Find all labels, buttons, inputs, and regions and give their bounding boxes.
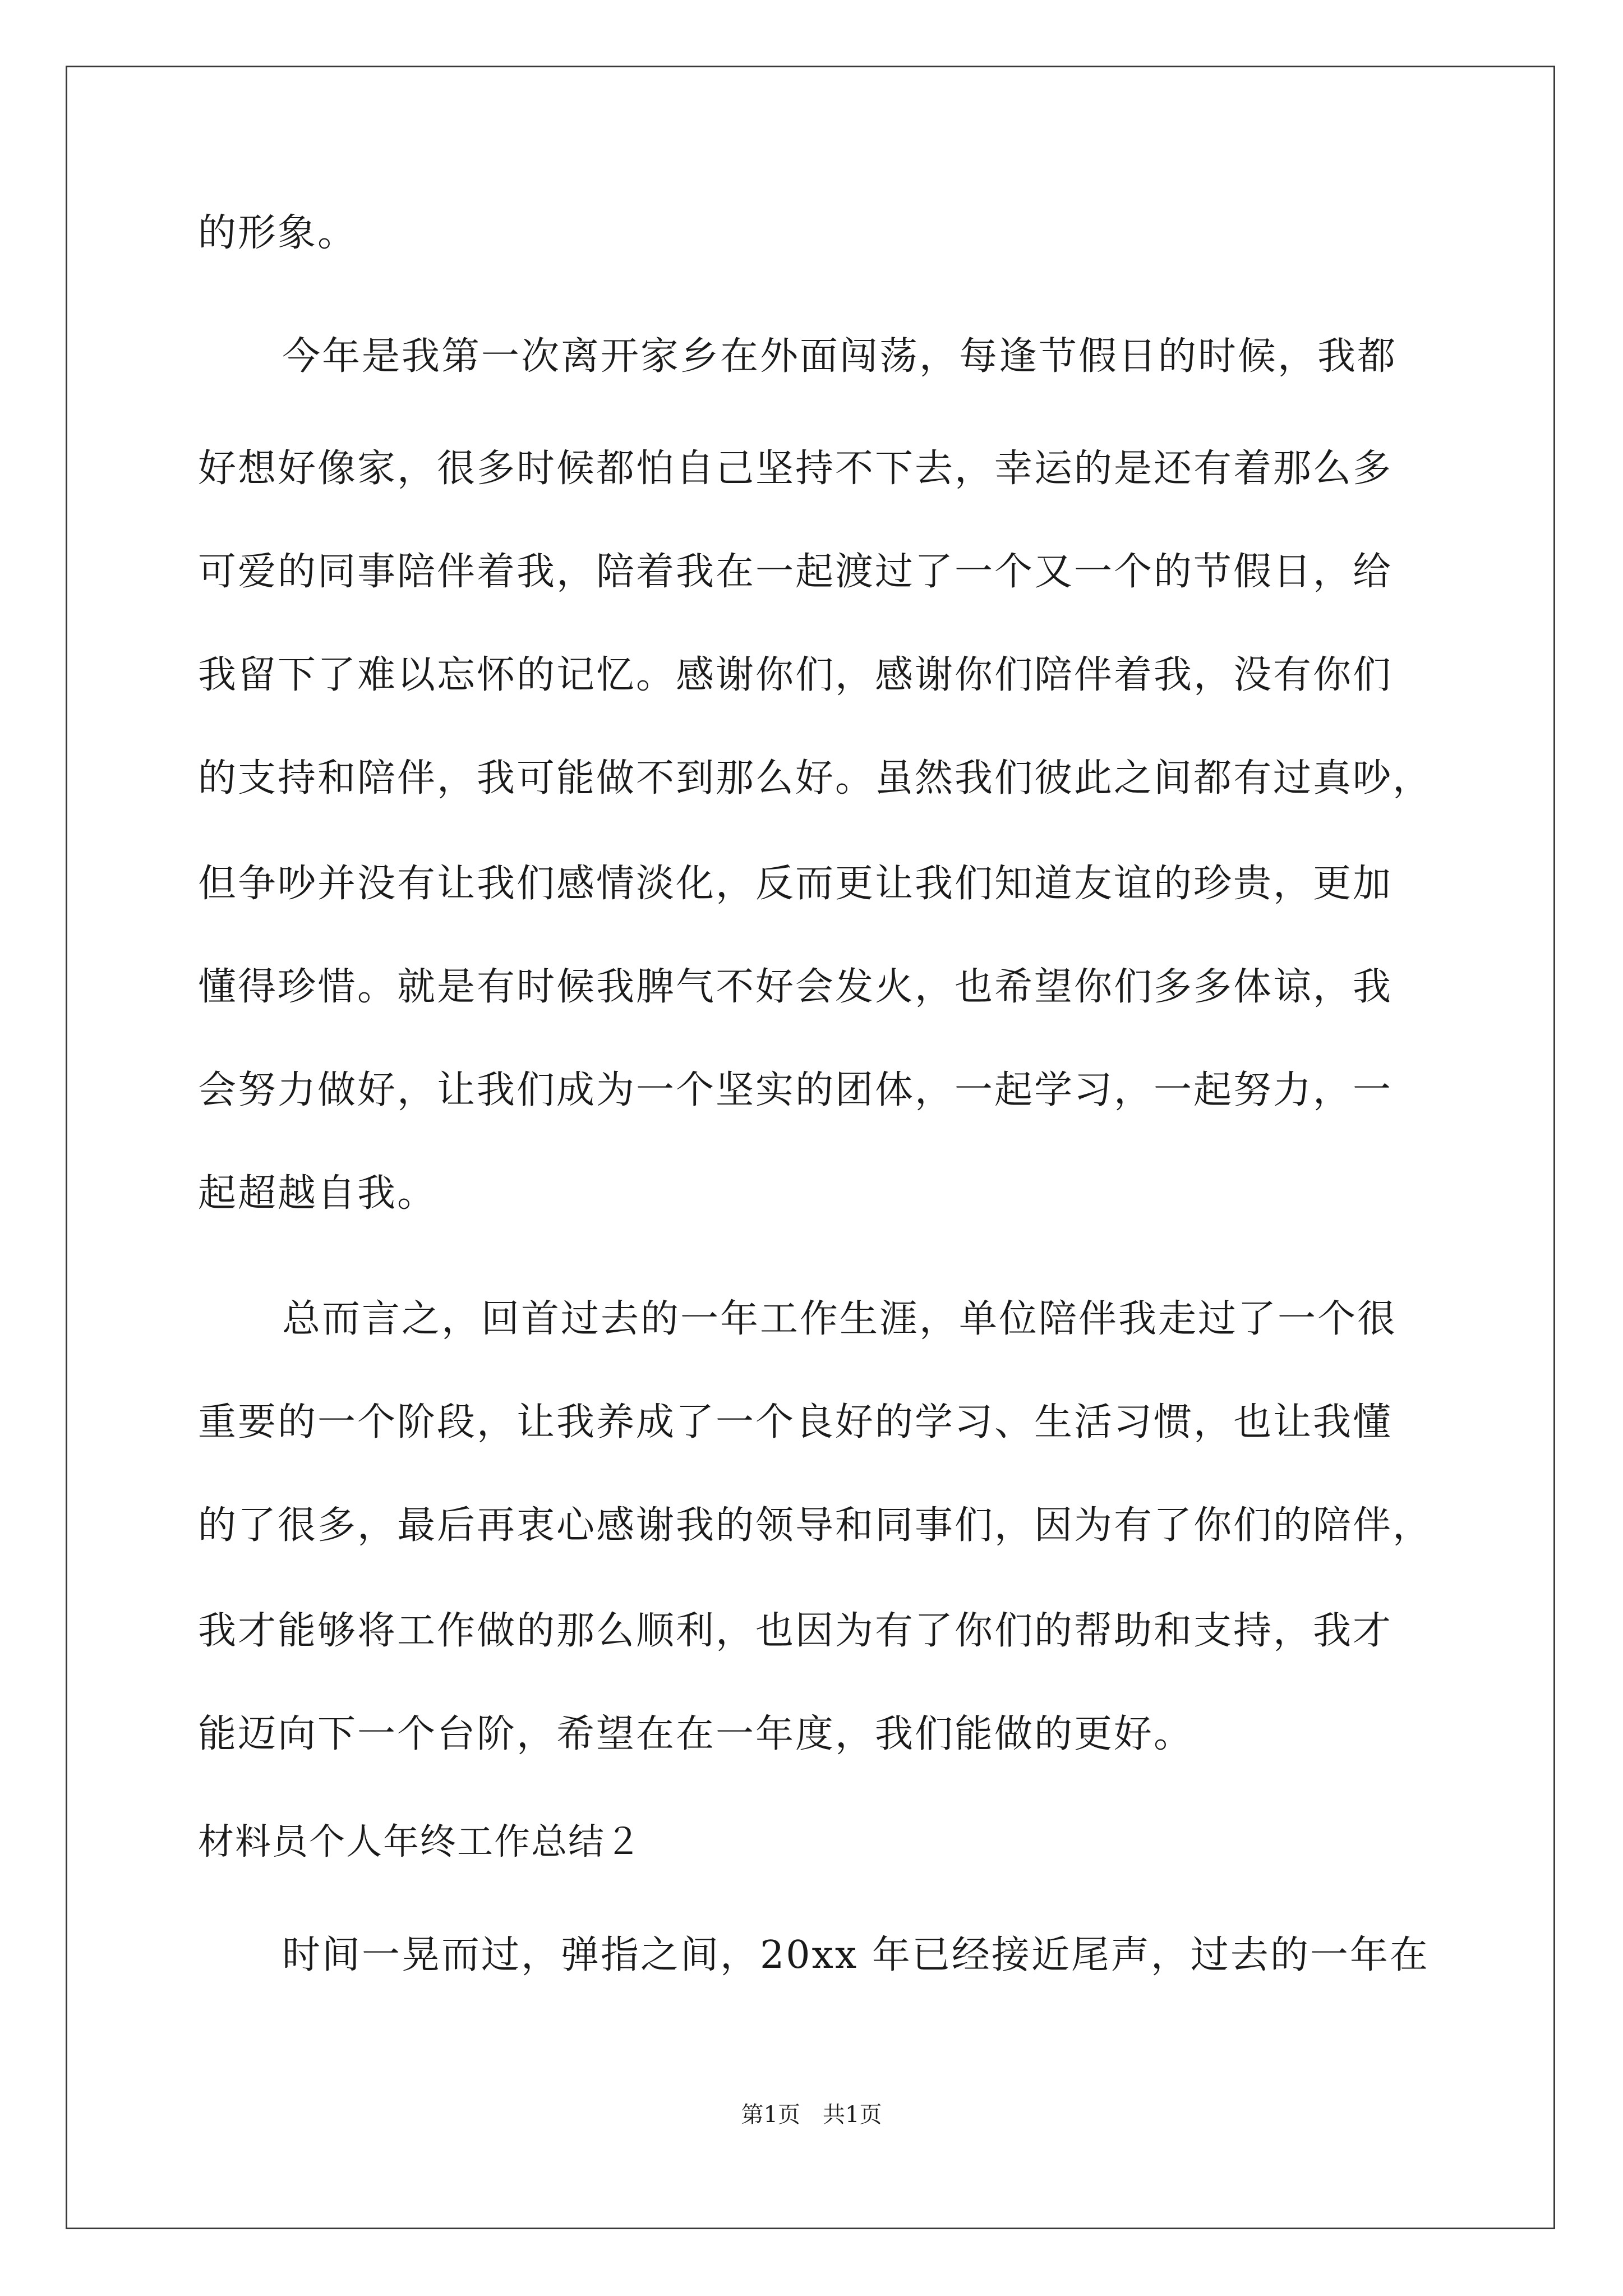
paragraph-line: 重要的一个阶段，让我养成了一个良好的学习、生活习惯，也让我懂	[198, 1400, 1393, 1444]
paragraph-line: 我才能够将工作做的那么顺利，也因为有了你们的帮助和支持，我才	[198, 1609, 1393, 1653]
paragraph-line: 的了很多，最后再衷心感谢我的领导和同事们，因为有了你们的陪伴，	[198, 1503, 1433, 1548]
paragraph-line: 可爱的同事陪伴着我，陪着我在一起渡过了一个又一个的节假日，给	[198, 550, 1393, 594]
paragraph-line: 时间一晃而过，弹指之间，20xx 年已经接近尾声，过去的一年在	[282, 1933, 1430, 1977]
paragraph-line: 好想好像家，很多时候都怕自己坚持不下去，幸运的是还有着那么多	[198, 447, 1393, 491]
paragraph-line: 总而言之，回首过去的一年工作生涯，单位陪伴我走过了一个很	[282, 1297, 1398, 1341]
paragraph-line: 的形象。	[198, 211, 358, 255]
paragraph-line: 能迈向下一个台阶，希望在在一年度，我们能做的更好。	[198, 1712, 1194, 1756]
paragraph-line: 起超越自我。	[198, 1171, 437, 1216]
paragraph-line: 我留下了难以忘怀的记忆。感谢你们，感谢你们陪伴着我，没有你们	[198, 653, 1393, 697]
paragraph-line: 会努力做好，让我们成为一个坚实的团体，一起学习，一起努力，一	[198, 1068, 1393, 1112]
paragraph-line: 的支持和陪伴，我可能做不到那么好。虽然我们彼此之间都有过真吵，	[198, 756, 1433, 800]
section-heading: 材料员个人年终工作总结２	[198, 1821, 642, 1863]
page-border	[66, 66, 1555, 2229]
page-number-footer: 第1页 共1页	[741, 2102, 882, 2128]
paragraph-line: 今年是我第一次离开家乡在外面闯荡，每逢节假日的时候，我都	[282, 334, 1398, 379]
paragraph-line: 但争吵并没有让我们感情淡化，反而更让我们知道友谊的珍贵，更加	[198, 862, 1393, 906]
paragraph-line: 懂得珍惜。就是有时候我脾气不好会发火，也希望你们多多体谅，我	[198, 965, 1393, 1009]
